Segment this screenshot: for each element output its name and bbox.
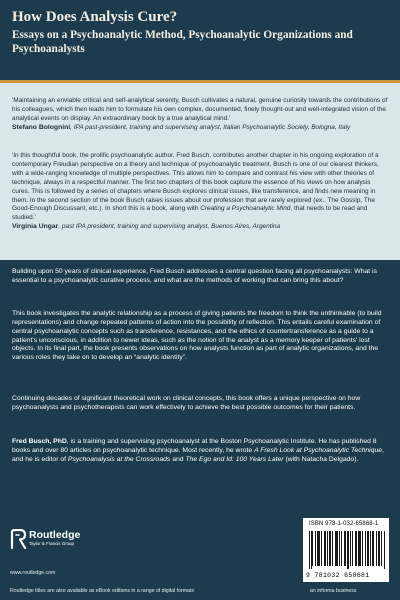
author-book-title: The Ego and Id: 100 Years Later <box>185 455 284 463</box>
barcode-bar <box>379 531 380 566</box>
isbn-barcode <box>303 518 389 582</box>
barcode-bar <box>355 531 356 566</box>
description-paragraph: Building upon 50 years of clinical experience, Fred Busch addresses a central question facing all psychoanalysts: What is essential to a psychoanalytic curative process, and what are the methods of working that can bring this about? <box>12 268 377 284</box>
barcode-bar <box>360 531 361 566</box>
publisher-name: Routledge <box>29 529 81 541</box>
barcode-bar <box>358 531 359 566</box>
barcode-bar <box>368 531 369 566</box>
endorser-name: Virginia Ungar <box>12 223 59 231</box>
publisher-website: www.routledge.com <box>10 570 56 576</box>
author-book-title: Psychoanalysis at the Crossroads <box>67 455 171 463</box>
informa-imprint: an informa business <box>310 588 357 594</box>
barcode-bar <box>356 531 357 566</box>
author-bio-text: and <box>170 455 186 463</box>
barcode-bar <box>378 531 379 566</box>
endorsement-bolognini <box>12 97 388 133</box>
author-bio-text: , and he is editor of <box>12 446 384 463</box>
barcode-icon <box>309 531 385 569</box>
barcode-bar <box>365 531 366 566</box>
endorsement-text: 'In this thoughtful book, the prolific psychoanalytic author, Fred Busch, contributes another chapter in his ongoing exploration of a contemporary Freudian perspective on a theory and technique of psychoanalytic treatment. Busch is one of our clearest thinkers, with a wide-ranging knowledge of multiple perspectives. This allows him to compare and contrast his view with other theories of technique, always in a respectful manner. The first two chapters of this book capture the essence of his views on how analysis cures. This is followed by a series of chapters where Busch explores clinical issues, like transference, and finds new meaning in them. In the second section of the book Busch raises issues about our profession that are rarely explored (ex., The Gossip, The Good-Enough Discussant, etc.). In short this is a book, along with <box>12 152 379 213</box>
endorsement-book-title: Creating a Psychoanalytic Mind <box>200 205 291 213</box>
barcode-bar <box>317 531 318 566</box>
book-title: How Does Analysis Cure? <box>12 9 178 25</box>
barcode-bar <box>324 531 325 566</box>
barcode-bar <box>312 531 313 566</box>
barcode-bar <box>335 531 336 566</box>
author-book-title: A Fresh Look at Psychoanalytic Technique <box>254 446 383 454</box>
barcode-bar <box>332 531 333 566</box>
barcode-bar <box>321 531 322 566</box>
barcode-bar <box>341 531 342 566</box>
author-name: Fred Busch, PhD <box>12 438 67 445</box>
barcode-bar <box>309 531 310 569</box>
barcode-bar <box>384 531 385 569</box>
endorsement-text: 'Maintaining an enviable critical and self-analytical serenity, Busch cultivates a natural, genuine curiosity towards the contributions of his colleagues, which then leads him to formulate his own complex, documented, finely thought-out and well-integrated vision of the analytical events on display. An extraordinary book by a true analytical mind.' <box>12 97 388 122</box>
description-paragraph: This book investigates the analytic relationship as a process of giving patients the freedom to think the unthinkable (to build representations) and change repeated patterns of action into the possibility of reflection. This entails careful examination of central psychoanalytic concepts such as transference, resistances, and the ethics of countertransference as a guide to a patient's unconscious, in addition to newer ideas, such as the notion of the analyst as a memory keeper of patients' lost objects. In its final part, the book presents observations on how analysts function as part of analytic organizations, and the various roles they take on to develop an “analytic identity”. <box>12 310 382 362</box>
barcode-bar <box>325 531 326 566</box>
barcode-bar <box>339 531 340 566</box>
barcode-bar <box>318 531 319 566</box>
barcode-bar <box>337 531 338 566</box>
barcode-bar <box>347 531 348 569</box>
endorser-role: , past IPA president, training and supervising analyst, Buenos Aires, Argentina <box>58 223 281 231</box>
barcode-bar <box>327 531 328 566</box>
barcode-bar <box>336 531 337 566</box>
barcode-bar <box>319 531 320 566</box>
barcode-bar <box>372 531 373 566</box>
endorser-name: Stefano Bolognini <box>12 123 71 131</box>
barcode-bar <box>330 531 331 566</box>
endorsement-ungar <box>12 152 388 232</box>
description-paragraph: Continuing decades of significant theoretical work on clinical concepts, this book offers a unique perspective on how psychoanalysts and psychotherapists can work effectively to achieve the best possible outcomes for their patients. <box>12 395 361 411</box>
barcode-bar <box>373 531 374 566</box>
barcode-bar <box>329 531 330 566</box>
author-bio-text: (with Natacha Delgado). <box>283 455 359 463</box>
publisher-group: Taylor & Francis Group <box>29 541 74 546</box>
ebook-note: Routledge titles are also available as eBook editions in a range of digital formats <box>10 588 194 594</box>
endorser-role: , IPA past-president, training and supervising analyst, Italian Psychoanalytic Society, Bologna, Italy <box>70 123 351 131</box>
barcode-bar <box>352 531 353 566</box>
barcode-bar <box>367 531 368 566</box>
barcode-bar <box>350 531 351 566</box>
barcode-bar <box>359 531 360 566</box>
barcode-bar <box>381 531 382 566</box>
barcode-bar <box>311 531 312 569</box>
publisher-logo <box>10 526 81 550</box>
barcode-bar <box>376 531 377 566</box>
barcode-bar <box>348 531 349 569</box>
barcode-digits: 9 781032 658681 <box>306 572 370 579</box>
author-bio-text: , is a training and supervising psychoanalyst at the Boston Psychoanalytic Institute. He has published 8 books and over 80 articles on psychoanalytic technique. Most recently, he wrote <box>12 438 377 454</box>
book-subtitle: Essays on a Psychoanalytic Method, Psychoanalytic Organizations and Psychoanalysts <box>12 29 353 55</box>
barcode-bar <box>345 531 346 566</box>
author-bio <box>12 438 388 465</box>
endorsement-text-end: , that needs to be read and studied.' <box>12 205 368 222</box>
routledge-r-icon <box>10 529 27 549</box>
barcode-bar <box>344 531 345 566</box>
barcode-bar <box>362 531 363 566</box>
barcode-bar <box>315 531 316 566</box>
barcode-bar <box>370 531 371 566</box>
isbn-label: ISBN 978-1-032-65868-1 <box>309 521 379 527</box>
